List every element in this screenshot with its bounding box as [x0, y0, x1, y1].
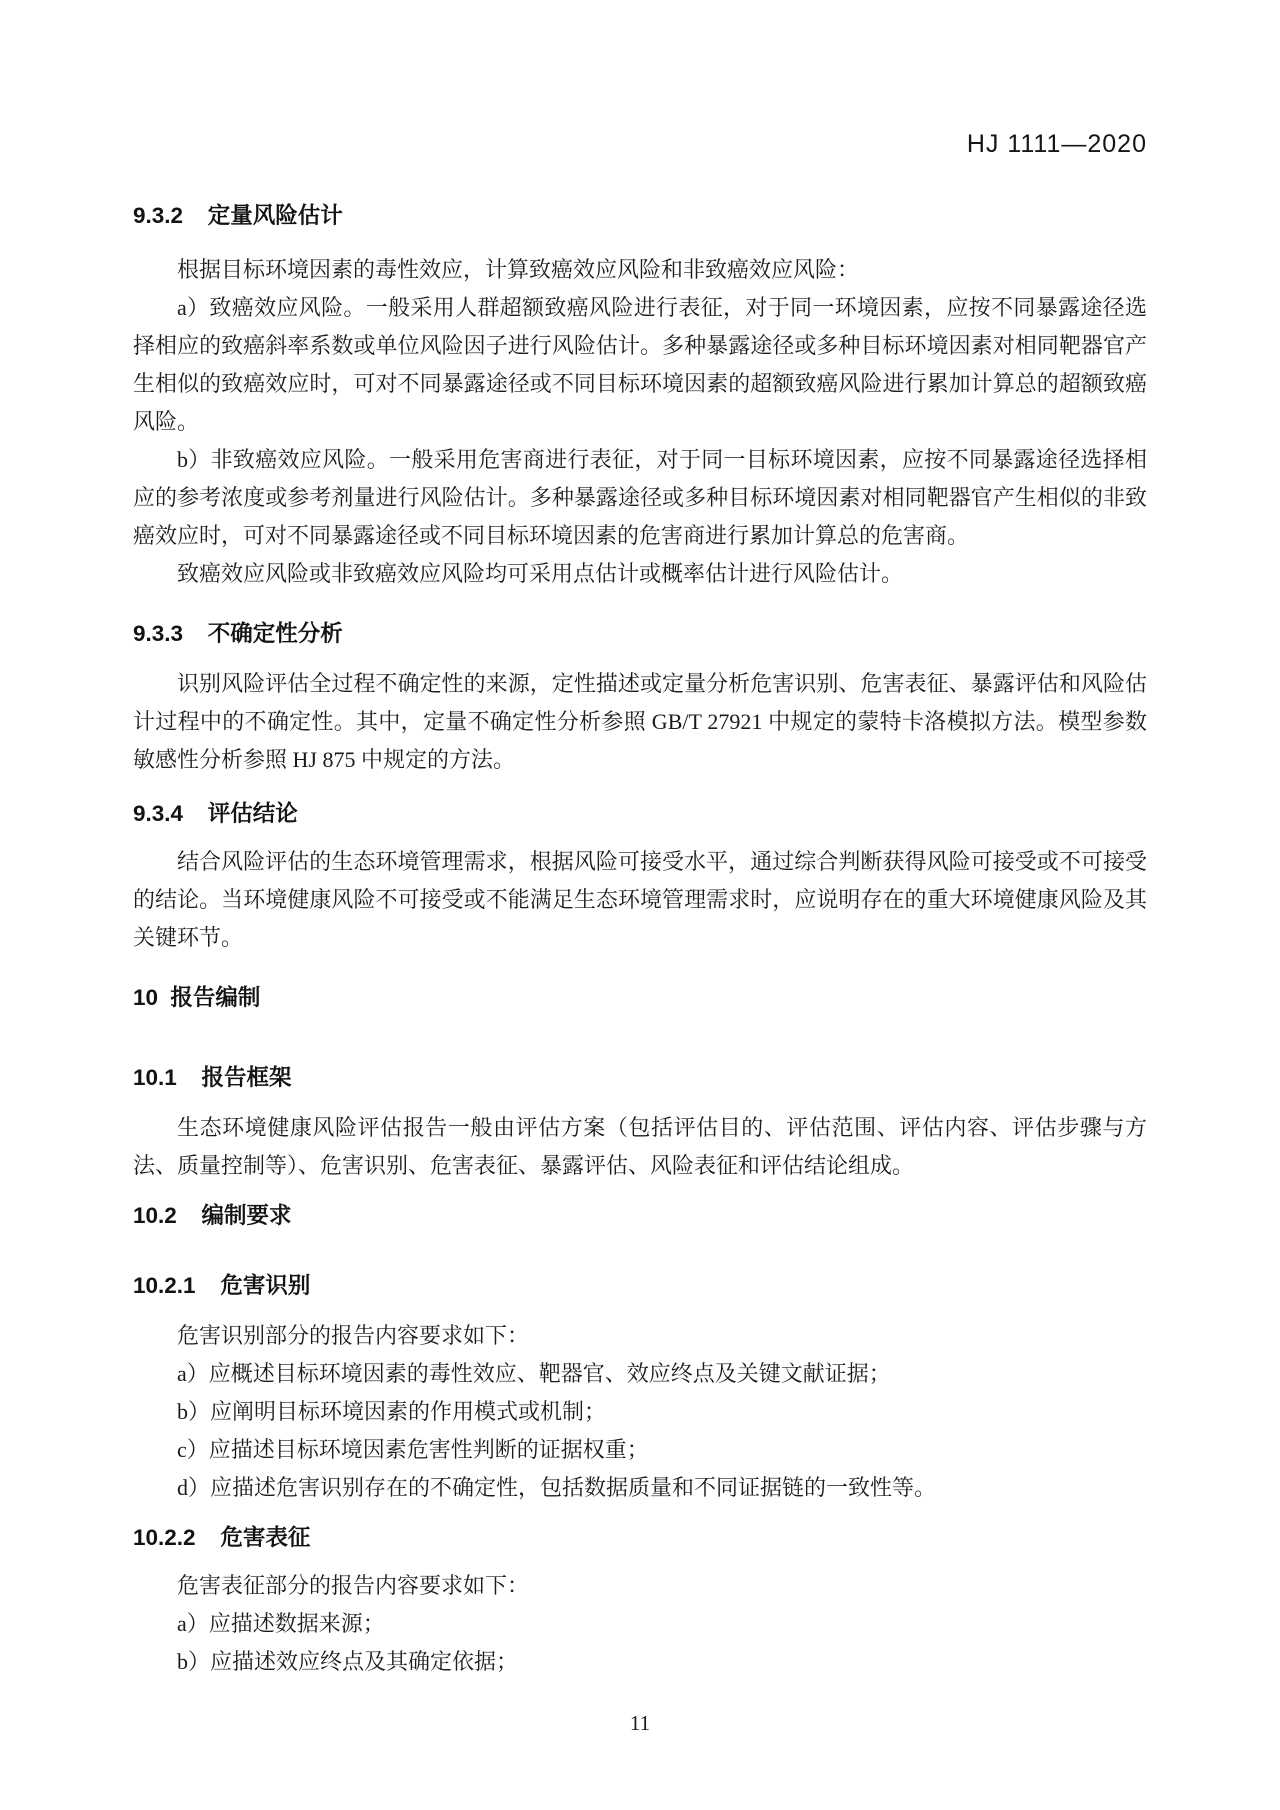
section-number: 10.1 — [133, 1065, 177, 1090]
section-heading-10-2-1 — [133, 1271, 1147, 1301]
section-title: 危害识别 — [220, 1273, 311, 1298]
section-number: 9.3.3 — [133, 621, 184, 646]
chapter-title: 报告编制 — [170, 985, 261, 1010]
chapter-heading-10 — [133, 983, 1147, 1013]
section-heading-10-1 — [133, 1063, 1147, 1093]
page-number: 11 — [629, 1711, 651, 1735]
section-heading-9-3-4 — [133, 799, 1147, 829]
paragraph: a）致癌效应风险。一般采用人群超额致癌风险进行表征，对于同一环境因素，应按不同暴露途径选择相应的致癌斜率系数或单位风险因子进行风险估计。多种暴露途径或多种目标环境因素对相同靶器官产生相似的致癌效应时，可对不同暴露途径或不同目标环境因素的超额致癌风险进行累加计算总的超额致癌风险。 — [133, 295, 1147, 434]
paragraph: 识别风险评估全过程不确定性的来源，定性描述或定量分析危害识别、危害表征、暴露评估和风险估计过程中的不确定性。其中，定量不确定性分析参照 GB/T 27921 中规定的蒙特卡洛模拟方法。模型参数敏感性分析参照 HJ 875 中规定的方法。 — [133, 671, 1147, 772]
list-item: b）应阐明目标环境因素的作用模式或机制； — [177, 1399, 607, 1424]
section-title: 定量风险估计 — [207, 203, 343, 228]
chapter-number: 10 — [133, 985, 159, 1010]
section-title: 危害表征 — [220, 1525, 311, 1550]
paragraph: 根据目标环境因素的毒性效应，计算致癌效应风险和非致癌效应风险： — [177, 257, 860, 282]
list-item: b）应描述效应终点及其确定依据； — [177, 1649, 519, 1674]
paragraph: 危害识别部分的报告内容要求如下： — [177, 1323, 530, 1348]
page-content — [133, 201, 1147, 1736]
paragraph: 结合风险评估的生态环境管理需求，根据风险可接受水平，通过综合判断获得风险可接受或不可接受的结论。当环境健康风险不可接受或不能满足生态环境管理需求时，应说明存在的重大环境健康风险及其关键环节。 — [133, 849, 1147, 950]
doc-code: HJ 1111—2020 — [966, 130, 1147, 158]
section-heading-10-2 — [133, 1201, 1147, 1231]
list-item: d）应描述危害识别存在的不确定性，包括数据质量和不同证据链的一致性等。 — [177, 1475, 937, 1500]
section-heading-9-3-3 — [133, 619, 1147, 649]
section-number: 10.2.2 — [133, 1525, 196, 1550]
list-item: a）应描述数据来源； — [177, 1611, 385, 1636]
section-number: 9.3.2 — [133, 203, 184, 228]
section-number: 10.2 — [133, 1203, 177, 1228]
paragraph: 致癌效应风险或非致癌效应风险均可采用点估计或概率估计进行风险估计。 — [177, 561, 904, 586]
section-number: 10.2.1 — [133, 1273, 196, 1298]
paragraph: b）非致癌效应风险。一般采用危害商进行表征，对于同一目标环境因素，应按不同暴露途径选择相应的参考浓度或参考剂量进行风险估计。多种暴露途径或多种目标环境因素对相同靶器官产生相似的非致癌效应时，可对不同暴露途径或不同目标环境因素的危害商进行累加计算总的危害商。 — [133, 447, 1147, 548]
section-title: 评估结论 — [207, 801, 298, 826]
section-heading-10-2-2 — [133, 1523, 1147, 1553]
section-title: 报告框架 — [201, 1065, 292, 1090]
section-number: 9.3.4 — [133, 801, 184, 826]
section-title: 编制要求 — [201, 1203, 292, 1228]
paragraph: 危害表征部分的报告内容要求如下： — [177, 1573, 530, 1598]
page-footer — [133, 1711, 1147, 1736]
section-heading-9-3-2 — [133, 201, 1147, 231]
page-header — [133, 130, 1147, 159]
section-title: 不确定性分析 — [207, 621, 343, 646]
paragraph: 生态环境健康风险评估报告一般由评估方案（包括评估目的、评估范围、评估内容、评估步骤与方法、质量控制等）、危害识别、危害表征、暴露评估、风险表征和评估结论组成。 — [133, 1115, 1147, 1178]
list-item: a）应概述目标环境因素的毒性效应、靶器官、效应终点及关键文献证据； — [177, 1361, 891, 1386]
list-item: c）应描述目标环境因素危害性判断的证据权重； — [177, 1437, 649, 1462]
